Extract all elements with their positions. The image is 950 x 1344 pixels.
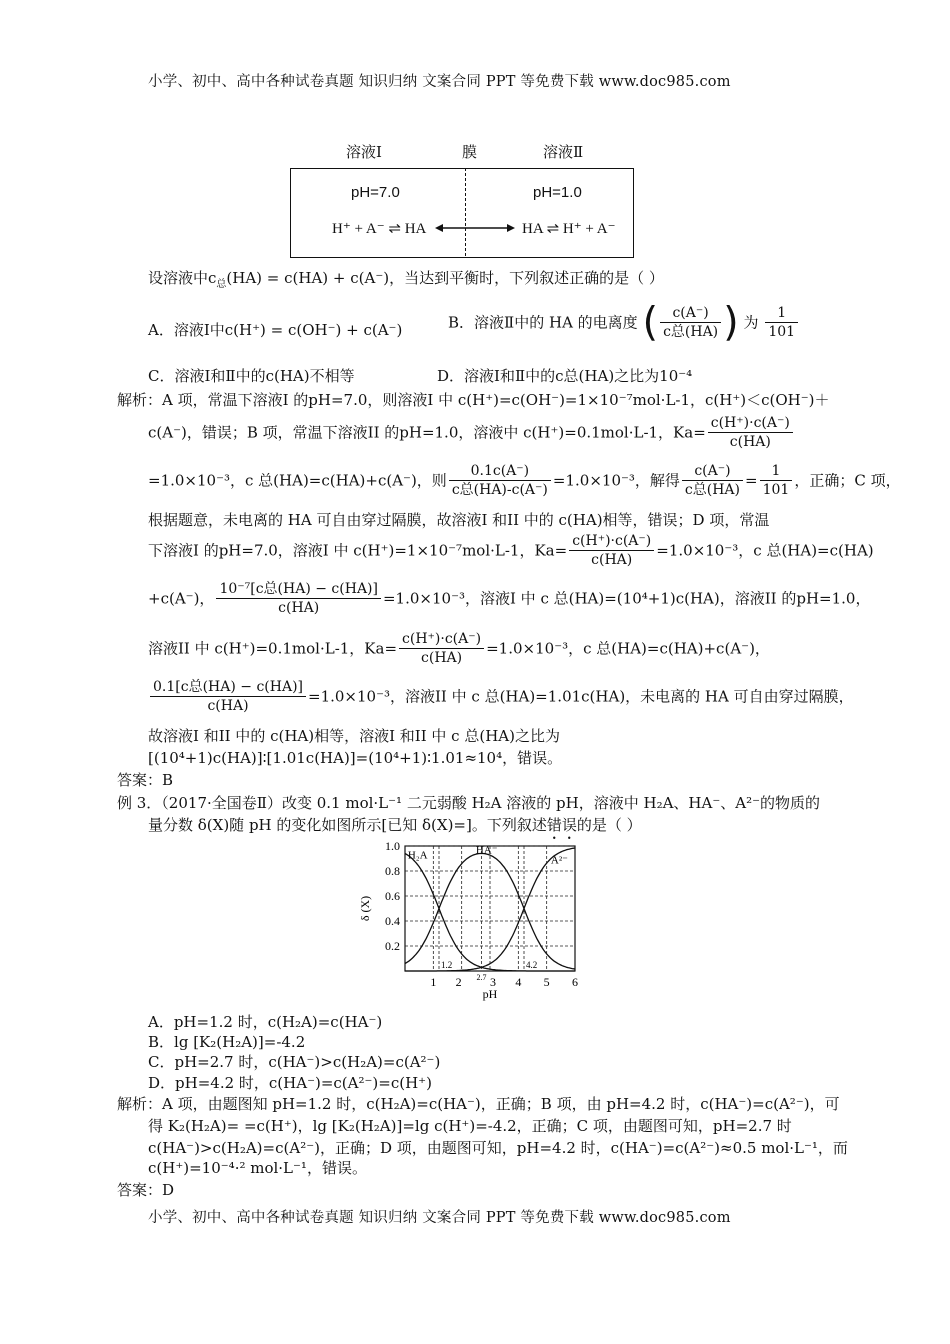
ph-right: pH=1.0 (533, 184, 582, 201)
sol2-line9: 故溶液I 和II 中的 c(HA)相等，溶液I 和II 中 c 总(HA)之比为 (148, 727, 560, 745)
x-tick-label: 5 (543, 975, 550, 989)
ex3-option-d: D．pH=4.2 时，c(HA⁻)=c(A²⁻)=c(H⁺) (148, 1074, 432, 1092)
delta-ph-chart (355, 838, 595, 1008)
x-tick-label: 1 (430, 975, 437, 989)
y-axis-label: δ (X) (358, 895, 372, 922)
page-footer: 小学、初中、高中各种试卷真题 知识归纳 文案合同 PPT 等免费下载 www.doc985.com (148, 1210, 731, 1226)
x-tick-label: 2.7 (476, 973, 487, 982)
ph-left: pH=7.0 (351, 184, 400, 201)
eq-left: H⁺ + A⁻ ⇌ HA (332, 221, 427, 237)
double-arrow-icon (435, 220, 515, 236)
y-tick-label: 0.6 (385, 889, 400, 903)
x-axis-label: pH (482, 987, 498, 1001)
ex3-line1: 例 3．（2017·全国卷Ⅱ）改变 0.1 mol·L⁻¹ 二元弱酸 H₂A 溶液的 pH，溶液中 H₂A、HA⁻、A²⁻的物质的 (117, 794, 821, 812)
series-label: H₂A (407, 849, 428, 862)
ex3-sol-line4: c(H⁺)=10⁻⁴·² mol·L⁻¹，错误。 (148, 1159, 367, 1177)
sol2-line5: 下溶液I 的pH=7.0，溶液I 中 c(H⁺)=1×10⁻⁷mol·L-1，Ka= $\frac{c(H^+)\cdot c(A^-)}{c(HA)}$ =1.0×10⁻³，c 总(HA)=c(HA) (148, 533, 874, 568)
page-header: 小学、初中、高中各种试卷真题 知识归纳 文案合同 PPT 等免费下载 www.doc985.com (148, 74, 731, 90)
ex3-sol-line3: c(HA⁻)>c(H₂A)=c(A²⁻)，正确；D 项，由题图可知，pH=4.2 时，c(HA⁻)=c(A²⁻)≈0.5 mol·L⁻¹，而 (148, 1139, 848, 1157)
x-tick-label: 2 (455, 975, 462, 989)
sol2-line10: [(10⁴+1)c(HA)]∶[1.01c(HA)]=(10⁴+1)∶1.01≈10⁴，错误。 (148, 749, 563, 767)
membrane-label: 膜 (462, 143, 478, 161)
ex3-option-a: A．pH=1.2 时，c(H₂A)=c(HA⁻) (148, 1013, 383, 1031)
q2-option-a: A．溶液Ⅰ中c(H⁺) = c(OH⁻) + c(A⁻) (148, 321, 403, 339)
ex3-option-b: B．lg [K₂(H₂A)]=-4.2 (148, 1033, 306, 1051)
q2-stem: 设溶液中$c_总(HA) = c(HA) + c(A^-)$，当达到平衡时，下列叙述正确的是（ ） (148, 269, 664, 290)
sol2-line4: 根据题意，未电离的 HA 可自由穿过隔膜，故溶液I 和II 中的 c(HA)相等，错误；D 项，常温 (148, 511, 770, 529)
q2-option-c: C．溶液Ⅰ和Ⅱ中的c(HA)不相等 (148, 367, 355, 385)
y-tick-label: 0.8 (385, 864, 400, 878)
sol2-line2: c(A⁻)，错误；B 项，常温下溶液II 的pH=1.0，溶液中 c(H⁺)=0.1mol·L-1，Ka= $\frac{c(H^+)\cdot c(A^-)}{c(HA)}$ (148, 414, 795, 451)
x-tick-label: 4 (515, 975, 522, 989)
q2-option-d: D．溶液Ⅰ和Ⅱ中的c总(HA)之比为10⁻⁴ (437, 367, 693, 385)
series-label: HA⁻ (475, 844, 498, 857)
x-tick-label: 6 (572, 975, 578, 989)
ex3-sol-line2: 得 K₂(H₂A)= =c(H⁺)，lg [K₂(H₂A)]=lg c(H⁺)=-4.2，正确；C 项，由题图可知，pH=2.7 时 (148, 1117, 792, 1135)
y-tick-label: 1.0 (385, 839, 400, 853)
y-tick-label: 0.2 (385, 939, 400, 953)
ex3-sol-line1: 解析：A 项，由题图知 pH=1.2 时，c(H₂A)=c(HA⁻)，正确；B 项，由 pH=4.2 时，c(HA⁻)=c(A²⁻)，可 (117, 1095, 840, 1113)
x-tick-label: 3 (490, 975, 496, 989)
sol2-line7: 溶液II 中 c(H⁺)=0.1mol·L-1，Ka= $\frac{c(H^+)\cdot c(A^-)}{c(HA)}$ =1.0×10⁻³，c 总(HA)=c(HA)+c(A⁻)， (148, 631, 770, 666)
annotation-label: 1.2 (441, 960, 453, 970)
q2-option-b: B．溶液Ⅱ中的 HA 的电离度 ( $\frac{c(A^-)}{\text{c总(HA)}}$ ) 为 $\frac{1}{101}$ (448, 304, 800, 341)
eq-right: HA ⇌ H⁺ + A⁻ (522, 221, 616, 237)
membrane-box (290, 168, 634, 258)
membrane-divider (465, 168, 466, 256)
ex3-line2: 量分数 δ(X)随 pH 的变化如图所示[已知 δ(X)=]。下列叙述错误的是（ ） (148, 816, 642, 834)
sol2-answer: 答案：B (117, 771, 174, 789)
solution-2-label: 溶液Ⅱ (543, 143, 584, 161)
solution-1-label: 溶液Ⅰ (346, 143, 382, 161)
annotation-label: 4.2 (526, 960, 538, 970)
y-tick-label: 0.4 (385, 914, 400, 928)
sol2-line8: $\frac{\text{0.1[c总(HA) − c(HA)]}}{c(HA)}$ =1.0×10⁻³，溶液II 中 c 总(HA)=1.01c(HA)，未电离的 HA 可自由穿过隔膜， (148, 678, 854, 715)
sol2-line3: =1.0×10⁻³，c 总(HA)=c(HA)+c(A⁻)，则 $\frac{0.1c(A^-)}{\text{c总(HA)-c(A⁻)}}$ =1.0×10⁻³，解得 $\frac{c(A^-)}{\text{c总(HA)}}$ = $\frac{1}{101}$ ，正确；C 项， (148, 463, 901, 498)
sol2-line1: 解析：A 项，常温下溶液I 的pH=7.0，则溶液I 中 c(H⁺)=c(OH⁻)=1×10⁻⁷mol·L-1，c(H⁺)＜c(OH⁻)＋ (117, 391, 830, 409)
ex3-answer: 答案：D (117, 1181, 175, 1199)
ex3-option-c: C．pH=2.7 时，c(HA⁻)>c(H₂A)=c(A²⁻) (148, 1053, 441, 1071)
sol2-line6: +c(A⁻)， $\frac{\text{10⁻⁷[c总(HA) − c(HA)]}}{c(HA)}$ =1.0×10⁻³，溶液I 中 c 总(HA)=(10⁴+1)c(HA)，溶液II 的pH=1.0， (148, 581, 871, 616)
series-label: A²⁻ (550, 854, 568, 867)
